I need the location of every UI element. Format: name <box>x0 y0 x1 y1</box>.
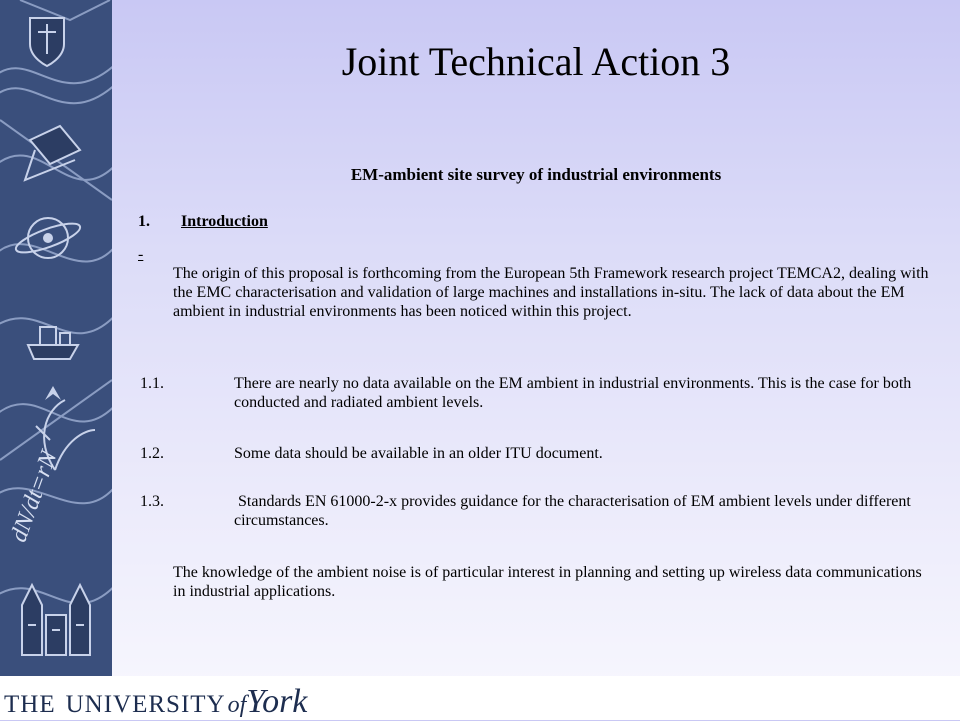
logo-the: THE <box>4 691 56 718</box>
bullet-marker: - <box>138 246 144 263</box>
formula-text: dN/dt=rN <box>5 447 63 546</box>
section-title: Introduction <box>181 213 268 230</box>
section-number: 1. <box>138 213 150 230</box>
slide-title: Joint Technical Action 3 <box>341 39 731 84</box>
item-number: 1.2. <box>140 445 164 462</box>
closing-paragraph: The knowledge of the ambient noise is of particular interest in planning and setting up wireless data communications in industrial applications. <box>173 564 922 600</box>
university-logo <box>4 683 308 720</box>
cathedral-icon <box>22 585 90 655</box>
logo-york: York <box>246 683 308 720</box>
item-text: There are nearly no data available on the EM ambient in industrial environments. This is the case for both conducted and radiated ambient levels. <box>234 375 912 411</box>
item-text: Some data should be available in an older ITU document. <box>234 445 603 462</box>
decorative-sidebar <box>0 0 112 676</box>
slide-subtitle: EM-ambient site survey of industrial environments <box>350 165 722 184</box>
sidebar-artwork <box>0 0 112 676</box>
shield-icon <box>30 18 64 66</box>
intro-paragraph: The origin of this proposal is forthcoming from the European 5th Framework research project TEMCA2, dealing with the EMC characterisation and validation of large machines and installations in-situ. The lack of data about the EM ambient in industrial environments has been noticed within this project. <box>173 265 929 320</box>
logo-university: UNIVERSITY <box>65 691 226 718</box>
item-number: 1.3. <box>140 493 164 510</box>
logo-of: of <box>227 692 247 718</box>
item-number: 1.1. <box>140 375 164 392</box>
item-text: Standards EN 61000-2-x provides guidance for the characterisation of EM ambient levels under different circumstances. <box>234 493 915 529</box>
